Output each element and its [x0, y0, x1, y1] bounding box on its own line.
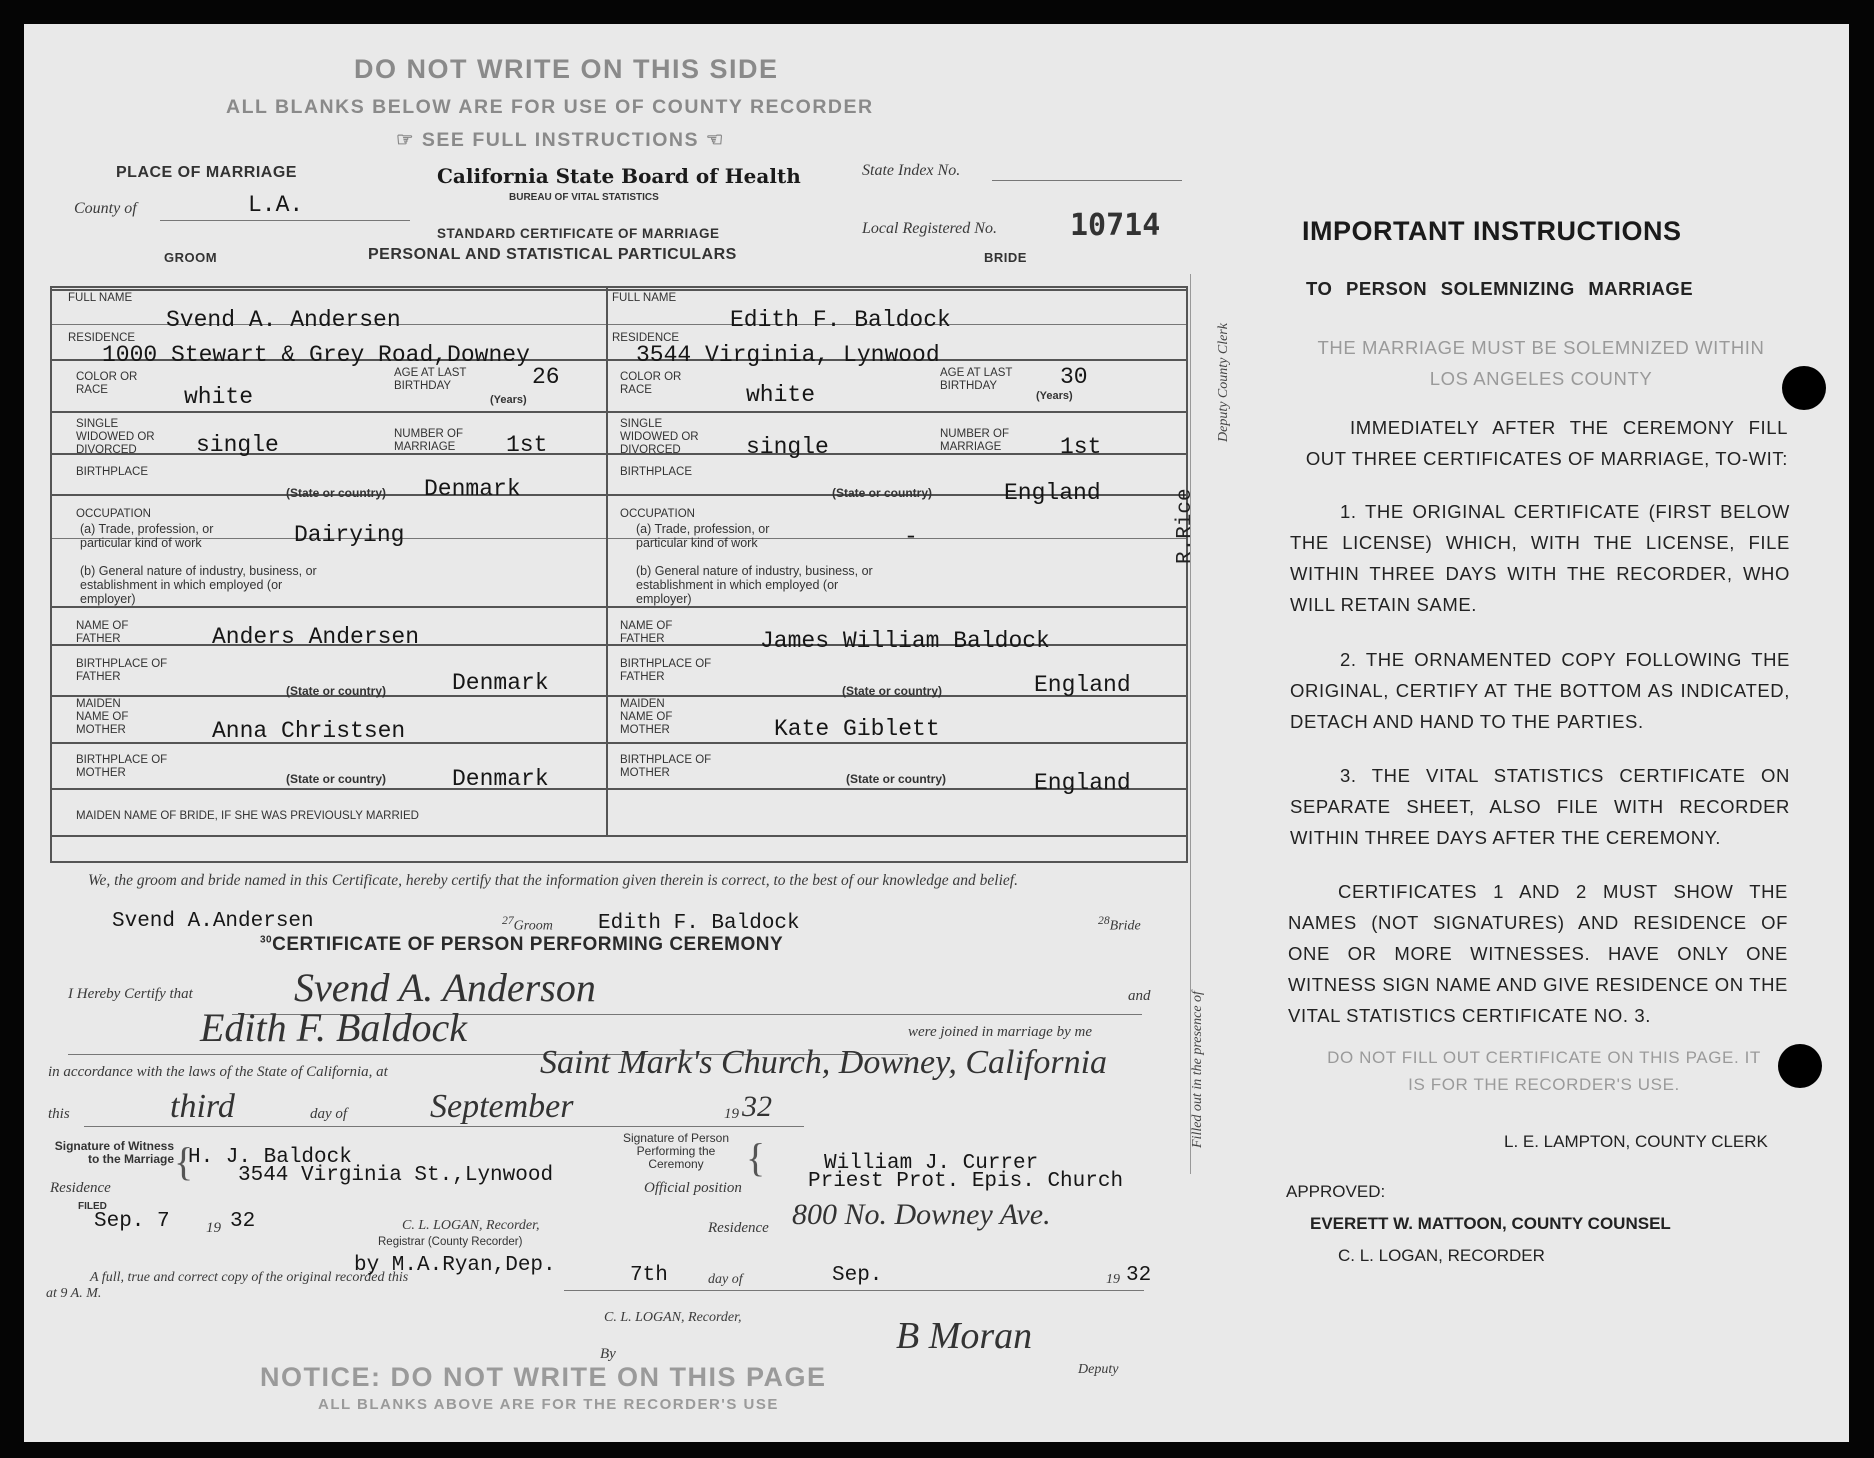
groom-occupation-b-label: (b) General nature of industry, business, or establishment in which employed (or employer)	[80, 564, 317, 606]
copy-day-of-label: day of	[708, 1272, 743, 1287]
day-of-label: day of	[310, 1106, 348, 1122]
bride-father-state-country-label: (State or country)	[842, 684, 943, 698]
groom-father-state-country-label: (State or country)	[286, 684, 387, 698]
bride-full-name: Edith F. Baldock	[730, 307, 951, 333]
ceremony-title: $^{30}$CERTIFICATE OF PERSON PERFORMING CEREMONY	[260, 934, 784, 955]
bride-father-birthplace-label: BIRTHPLACE OF FATHER	[620, 658, 712, 683]
groom-residence: 1000 Stewart & Grey Road,Downey	[102, 342, 530, 368]
groom-birthplace-label: BIRTHPLACE	[76, 466, 149, 478]
year-prefix: 19	[724, 1106, 739, 1122]
county-value: L.A.	[248, 192, 304, 218]
certify-label: I Hereby Certify that	[68, 986, 193, 1002]
month-handwritten: September	[430, 1088, 574, 1125]
witness-name: H. J. Baldock	[188, 1146, 352, 1169]
groom-residence-label: RESIDENCE	[68, 332, 136, 344]
groom-age: 26	[532, 364, 560, 390]
bride-birthplace: England	[1004, 480, 1101, 506]
punch-hole-bottom	[1778, 1044, 1822, 1088]
groom-mother-birthplace: Denmark	[452, 766, 549, 792]
witness-residence: 3544 Virginia St.,Lynwood	[238, 1164, 554, 1187]
copy-time: at 9 A. M.	[46, 1286, 102, 1301]
filed-date: Sep. 7	[94, 1210, 170, 1233]
witness-residence-label: Residence	[50, 1180, 111, 1196]
copy-year: 32	[1126, 1264, 1152, 1287]
bride-occupation-label: OCCUPATION	[620, 508, 695, 520]
board-of-health-title: California State Board of Health	[437, 164, 801, 188]
county-counsel-name: EVERETT W. MATTOON, COUNTY COUNSEL	[1310, 1214, 1671, 1233]
certificates-note: CERTIFICATES 1 AND 2 MUST SHOW THE NAMES (NOT SIGNATURES) AND RESIDENCE OF ONE OR MORE WITNESSES. HAVE ONLY ONE WITNESS SIGN NAME AND GIVE RESIDENCE ON THE VITAL STATISTICS CERTIFICATE NO. 3.	[1288, 881, 1788, 1026]
local-registered-number: 10714	[1070, 208, 1161, 243]
filed-label: FILED	[78, 1201, 107, 1212]
year-handwritten: 32	[742, 1090, 772, 1123]
bride-occupation: -	[904, 524, 918, 550]
bride-marital: single	[746, 434, 829, 460]
bride-mother-maiden-label: MAIDEN NAME OF MOTHER	[620, 698, 673, 736]
recorder-use-note: DO NOT FILL OUT CERTIFICATE ON THIS PAGE. IT IS FOR THE RECORDER'S USE.	[1327, 1048, 1761, 1094]
performer-signature-label: Signature of Person Performing the Ceremony	[622, 1131, 730, 1171]
groom-occupation: Dairying	[294, 522, 405, 548]
official-position: Priest Prot. Epis. Church	[808, 1170, 1124, 1193]
groom-column-header: GROOM	[164, 250, 218, 265]
performer-residence-label: Residence	[708, 1220, 769, 1236]
copy-month: Sep.	[832, 1264, 883, 1287]
groom-father-birthplace-label: BIRTHPLACE OF FATHER	[76, 658, 168, 683]
approved-label: APPROVED:	[1286, 1182, 1386, 1201]
groom-mother-maiden-label: MAIDEN NAME OF MOTHER	[76, 698, 129, 736]
groom-number-marriage-label: NUMBER OF MARRIAGE	[394, 428, 463, 453]
groom-father-name-label: NAME OF FATHER	[76, 620, 129, 645]
copy-day: 7th	[630, 1264, 668, 1287]
groom-mother-birthplace-label: BIRTHPLACE OF MOTHER	[76, 754, 168, 779]
joined-label: were joined in marriage by me	[908, 1024, 1092, 1040]
day-handwritten: third	[170, 1088, 235, 1125]
bride-birthplace-label: BIRTHPLACE	[620, 466, 693, 478]
clerk-name: R.Rice	[1174, 488, 1197, 564]
county-label: County of	[74, 200, 137, 217]
groom-father-birthplace: Denmark	[452, 670, 549, 696]
official-position-label: Official position	[644, 1180, 742, 1196]
instruction-item-3: 3. THE VITAL STATISTICS CERTIFICATE ON SEPARATE SHEET, ALSO FILE WITH RECORDER WITHIN THREE DAYS AFTER THE CEREMONY.	[1290, 765, 1790, 848]
groom-label-text: Groom	[513, 918, 553, 934]
deputy-signature: B Moran	[896, 1315, 1033, 1357]
bride-residence: 3544 Virginia, Lynwood	[636, 342, 940, 368]
groom-mother-state-country-label: (State or country)	[286, 772, 387, 786]
document-page	[24, 24, 1849, 1442]
groom-father-name: Anders Andersen	[212, 624, 420, 650]
bride-color: white	[746, 382, 816, 408]
see-instructions-label: SEE FULL INSTRUCTIONS	[421, 129, 699, 151]
groom-handwritten-name: Svend A. Anderson	[294, 965, 596, 1010]
bride-signature-typed: Edith F. Baldock	[598, 912, 800, 935]
groom-age-label: AGE AT LAST BIRTHDAY	[394, 367, 467, 392]
performer-name: William J. Currer	[824, 1152, 1039, 1175]
certification-statement: We, the groom and bride named in this Certificate, hereby certify that the information given therein is correct, to the best of our knowledge and belief.	[88, 872, 1018, 889]
bride-handwritten-name: Edith F. Baldock	[200, 1005, 467, 1050]
local-registered-label: Local Registered No.	[862, 220, 997, 237]
state-index-label: State Index No.	[862, 162, 961, 179]
groom-marital: single	[196, 432, 279, 458]
right-vertical-line	[1190, 274, 1191, 1174]
bride-age: 30	[1060, 364, 1088, 390]
instructions-title: IMPORTANT INSTRUCTIONS	[1302, 216, 1682, 246]
state-index-underline	[992, 180, 1182, 181]
bride-color-label: COLOR OR RACE	[620, 371, 682, 396]
instruction-item-1: 1. THE ORIGINAL CERTIFICATE (FIRST BELOW THE LICENSE) WHICH, WITH THE LICENSE, FILE WITHIN THREE DAYS WITH THE RECORDER, WHO WILL RETAIN SAME.	[1290, 501, 1790, 615]
groom-birthplace: Denmark	[424, 476, 521, 502]
bride-marital-label: SINGLE WIDOWED OR DIVORCED	[620, 418, 699, 456]
bride-mother-name: Kate Giblett	[774, 716, 940, 742]
bride-signature-label: $^{28}$Bride	[1098, 914, 1141, 934]
pointing-hand-icon: ☞	[396, 129, 422, 151]
maiden-name-bride-label: MAIDEN NAME OF BRIDE, IF SHE WAS PREVIOUSLY MARRIED	[76, 810, 419, 822]
bride-age-label: AGE AT LAST BIRTHDAY	[940, 367, 1013, 392]
copy-year-prefix: 19	[1106, 1272, 1120, 1287]
groom-mother-name: Anna Christsen	[212, 718, 406, 744]
county-underline	[160, 220, 410, 221]
groom-state-country-label: (State or country)	[286, 486, 387, 500]
recorder-label: C. L. LOGAN, Recorder,	[402, 1218, 540, 1233]
copy-text: A full, true and correct copy of the original recorded this	[90, 1270, 409, 1285]
bride-column-header: BRIDE	[984, 250, 1027, 265]
groom-color: white	[184, 384, 254, 410]
deputy-label: Deputy	[1078, 1362, 1119, 1377]
pointing-hand-icon: ☜	[698, 129, 725, 151]
groom-color-label: COLOR OR RACE	[76, 371, 138, 396]
footer-sub: ALL BLANKS ABOVE ARE FOR THE RECORDER'S USE	[318, 1396, 779, 1413]
county-clerk-name: L. E. LAMPTON, COUNTY CLERK	[1504, 1132, 1768, 1151]
bride-occupation-a-label: (a) Trade, profession, or particular kind of work	[636, 522, 770, 550]
performer-brace: {	[746, 1135, 766, 1180]
filed-year-prefix: 19	[206, 1220, 221, 1236]
registrar-label: Registrar (County Recorder)	[378, 1236, 523, 1248]
bride-years-label: (Years)	[1036, 390, 1073, 402]
laws-label: in accordance with the laws of the State of California, at	[48, 1064, 388, 1080]
place-handwritten: Saint Mark's Church, Downey, California	[540, 1044, 1108, 1081]
groom-marital-label: SINGLE WIDOWED OR DIVORCED	[76, 418, 155, 456]
see-instructions-text	[396, 128, 725, 152]
instruction-item-2: 2. THE ORNAMENTED COPY FOLLOWING THE ORIGINAL, CERTIFY AT THE BOTTOM AS INDICATED, DETACH AND HAND TO THE PARTIES.	[1290, 649, 1790, 732]
and-label: and	[1128, 988, 1151, 1004]
logan-recorder-label: C. L. LOGAN, Recorder,	[604, 1310, 742, 1325]
filed-year: 32	[230, 1210, 256, 1233]
filled-out-presence-label: Filled out in the presence of	[1190, 991, 1205, 1148]
witness-signature-label: Signature of Witness to the Marriage	[54, 1139, 174, 1166]
date-underline	[84, 1126, 804, 1127]
bride-residence-label: RESIDENCE	[612, 332, 680, 344]
bride-mother-birthplace: England	[1034, 770, 1131, 796]
ceremony-title-text: CERTIFICATE OF PERSON PERFORMING CEREMONY	[272, 934, 784, 955]
this-label: this	[48, 1106, 70, 1122]
do-not-write-heading: DO NOT WRITE ON THIS SIDE	[354, 54, 779, 84]
recorder-name: C. L. LOGAN, RECORDER	[1338, 1246, 1545, 1265]
groom-occupation-a-label: (a) Trade, profession, or particular kind of work	[80, 522, 214, 550]
bride-marriage-number: 1st	[1060, 434, 1102, 460]
bride-state-country-label: (State or country)	[832, 486, 933, 500]
solemnized-note: THE MARRIAGE MUST BE SOLEMNIZED WITHIN LOS ANGELES COUNTY	[1317, 337, 1765, 389]
bride-full-name-label: FULL NAME	[612, 292, 677, 304]
witness-brace: {	[174, 1139, 194, 1184]
groom-signature-label: $^{27}$Groom	[502, 914, 553, 934]
groom-signature-typed: Svend A.Andersen	[112, 910, 314, 933]
place-of-marriage-label: PLACE OF MARRIAGE	[116, 164, 297, 181]
groom-full-name-label: FULL NAME	[68, 292, 133, 304]
by-deputy-typed: by M.A.Ryan,Dep.	[354, 1254, 556, 1277]
bureau-label: BUREAU OF VITAL STATISTICS	[509, 192, 659, 203]
blanks-for-recorder-text: ALL BLANKS BELOW ARE FOR USE OF COUNTY RECORDER	[226, 96, 874, 118]
groom-occupation-label: OCCUPATION	[76, 508, 151, 520]
instructions-intro: IMMEDIATELY AFTER THE CEREMONY FILL OUT THREE CERTIFICATES OF MARRIAGE, TO-WIT:	[1305, 417, 1788, 469]
bride-father-name-label: NAME OF FATHER	[620, 620, 673, 645]
groom-full-name: Svend A. Andersen	[166, 307, 401, 333]
bride-father-birthplace: England	[1034, 672, 1131, 698]
bride-occupation-b-label: (b) General nature of industry, business, or establishment in which employed (or employer)	[636, 564, 873, 606]
groom-years-label: (Years)	[490, 394, 527, 406]
bride-father-name: James William Baldock	[760, 628, 1050, 654]
copy-underline	[564, 1290, 1144, 1291]
punch-hole-top	[1782, 366, 1826, 410]
groom-marriage-number: 1st	[506, 432, 548, 458]
particulars-title: PERSONAL AND STATISTICAL PARTICULARS	[368, 246, 737, 263]
standard-certificate-title: STANDARD CERTIFICATE OF MARRIAGE	[437, 226, 720, 241]
by-label: By	[600, 1346, 616, 1362]
footer-notice: NOTICE: DO NOT WRITE ON THIS PAGE	[260, 1362, 827, 1392]
bride-label-text: Bride	[1109, 918, 1141, 934]
bride-mother-state-country-label: (State or country)	[846, 772, 947, 786]
deputy-county-clerk-label: Deputy County Clerk	[1216, 323, 1231, 442]
bride-number-marriage-label: NUMBER OF MARRIAGE	[940, 428, 1009, 453]
instructions-subtitle: TO PERSON SOLEMNIZING MARRIAGE	[1306, 278, 1694, 299]
performer-residence: 800 No. Downey Ave.	[792, 1198, 1051, 1231]
bride-mother-birthplace-label: BIRTHPLACE OF MOTHER	[620, 754, 712, 779]
